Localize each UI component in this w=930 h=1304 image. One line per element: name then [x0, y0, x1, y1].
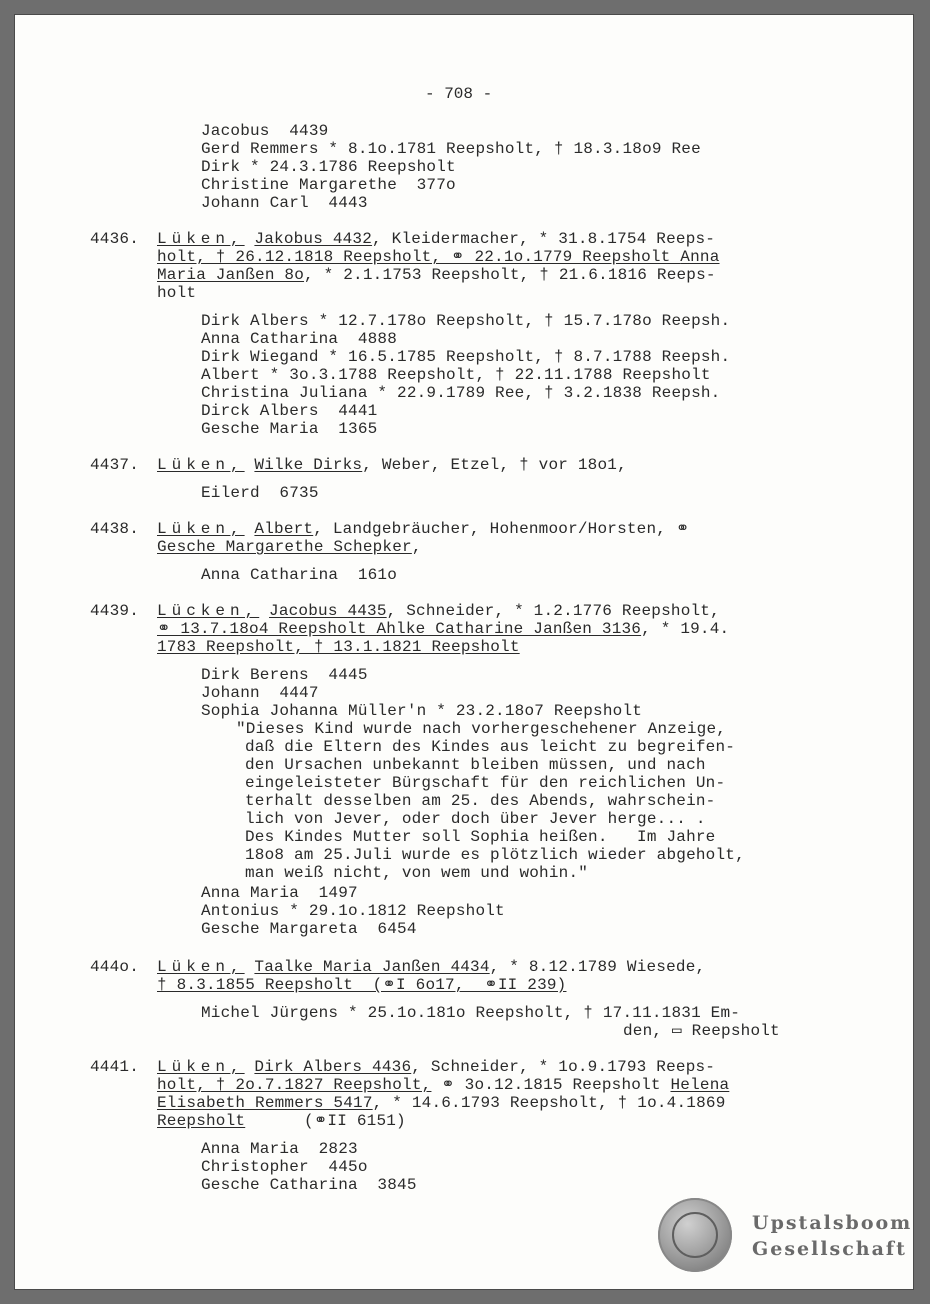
spouse-name: Gesche Margarethe Schepker: [157, 538, 412, 556]
child-entry: Jacobus 4439: [201, 122, 329, 140]
child-entry: Dirk Berens 4445: [201, 666, 368, 684]
spouse-name: Maria Janßen 8o: [157, 266, 305, 284]
surname: Lüken,: [157, 520, 245, 538]
entry-header-line: Lüken, Taalke Maria Janßen 4434, * 8.12.1789 Wiesede,: [157, 958, 706, 976]
child-entry: Johann 4447: [201, 684, 319, 702]
child-entry: Christopher 445o: [201, 1158, 368, 1176]
child-entry: Anna Maria 1497: [201, 884, 358, 902]
child-entry: Anna Maria 2823: [201, 1140, 358, 1158]
entry-line: Maria Janßen 8o, * 2.1.1753 Reepsholt, † 21.6.1816 Reeps-: [157, 266, 716, 284]
child-entry: Antonius * 29.1o.1812 Reepsholt: [201, 902, 505, 920]
logo-line-2: Gesellschaft: [752, 1238, 907, 1260]
quote-line: man weiß nicht, von wem und wohin.": [245, 864, 589, 882]
child-entry: Dirk * 24.3.1786 Reepsholt: [201, 158, 456, 176]
surname: Lüken,: [157, 958, 245, 976]
entry-line: † 8.3.1855 Reepsholt (⚭I 6o17, ⚭II 239): [157, 976, 567, 994]
logo-line-1: Upstalsboom: [752, 1212, 913, 1234]
child-entry: Anna Catharina 161o: [201, 566, 398, 584]
given-name: Jakobus 4432: [254, 230, 373, 248]
entry-number: 444o.: [90, 958, 140, 976]
spouse-name: Anna: [680, 248, 720, 266]
society-logo: [658, 1196, 913, 1276]
given-name: Wilke Dirks: [254, 456, 363, 474]
surname: Lüken,: [157, 456, 245, 474]
entry-line: Gesche Margarethe Schepker,: [157, 538, 422, 556]
spouse-name: Elisabeth Remmers 5417: [157, 1094, 373, 1112]
entry-line: Elisabeth Remmers 5417, * 14.6.1793 Reepsholt, † 1o.4.1869: [157, 1094, 726, 1112]
entry-number: 4441.: [90, 1058, 140, 1076]
child-entry: Christine Margarethe 377o: [201, 176, 456, 194]
entry-number: 4437.: [90, 456, 140, 474]
entry-header-line: Lücken, Jacobus 4435, Schneider, * 1.2.1776 Reepsholt,: [157, 602, 720, 620]
child-entry: Christina Juliana * 22.9.1789 Ree, † 3.2.1838 Reepsh.: [201, 384, 721, 402]
spouse-name: Ahlke Catharine Janßen 3136: [376, 620, 642, 638]
surname: Lüken,: [157, 230, 245, 248]
entry-number: 4439.: [90, 602, 140, 620]
quote-line: lich von Jever, oder doch über Jever herge... .: [245, 810, 706, 828]
child-entry: Gerd Remmers * 8.1o.1781 Reepsholt, † 18.3.18o9 Ree: [201, 140, 701, 158]
child-entry: Gesche Maria 1365: [201, 420, 378, 438]
entry-header-line: Lüken, Albert, Landgebräucher, Hohenmoor/Horsten, ⚭: [157, 520, 690, 538]
given-name: Taalke Maria Janßen 4434: [254, 958, 490, 976]
child-entry: Dirk Albers * 12.7.178o Reepsholt, † 15.7.178o Reepsh.: [201, 312, 731, 330]
entry-number: 4436.: [90, 230, 140, 248]
quote-line: daß die Eltern des Kindes aus leicht zu begreifen-: [245, 738, 736, 756]
child-entry: Eilerd 6735: [201, 484, 319, 502]
quote-line: "Dieses Kind wurde nach vorhergeschehener Anzeige,: [236, 720, 727, 738]
child-entry: Johann Carl 4443: [201, 194, 368, 212]
quote-line: terhalt desselben am 25. des Abends, wahrschein-: [245, 792, 716, 810]
given-name: Albert: [254, 520, 314, 538]
entry-line: holt, † 2o.7.1827 Reepsholt, ⚭ 3o.12.1815 Reepsholt Helena: [157, 1076, 730, 1094]
surname: Lücken,: [157, 602, 260, 620]
entry-line: Reepsholt (⚭II 6151): [157, 1112, 406, 1130]
quote-line: eingeleisteter Bürgschaft für den reichlichen Un-: [245, 774, 726, 792]
child-entry: Gesche Catharina 3845: [201, 1176, 417, 1194]
child-entry: Albert * 3o.3.1788 Reepsholt, † 22.11.1788 Reepsholt: [201, 366, 711, 384]
given-name: Jacobus 4435: [269, 602, 387, 620]
entry-header-line: Lüken, Wilke Dirks, Weber, Etzel, † vor 18o1,: [157, 456, 627, 474]
entry-header-line: Lüken, Dirk Albers 4436, Schneider, * 1o.9.1793 Reeps-: [157, 1058, 716, 1076]
entry-header-line: Lüken, Jakobus 4432, Kleidermacher, * 31.8.1754 Reeps-: [157, 230, 716, 248]
child-entry: Dirck Albers 4441: [201, 402, 378, 420]
quote-line: Des Kindes Mutter soll Sophia heißen. Im Jahre: [245, 828, 716, 846]
entry-line: 1783 Reepsholt, † 13.1.1821 Reepsholt: [157, 638, 520, 656]
surname: Lüken,: [157, 1058, 245, 1076]
child-entry: Sophia Johanna Müller'n * 23.2.18o7 Reepsholt: [201, 702, 643, 720]
child-entry: Michel Jürgens * 25.1o.181o Reepsholt, † 17.11.1831 Em-: [201, 1004, 741, 1022]
child-entry: Dirk Wiegand * 16.5.1785 Reepsholt, † 8.7.1788 Reepsh.: [201, 348, 731, 366]
spouse-name: Helena: [670, 1076, 730, 1094]
seal-icon: [658, 1198, 732, 1272]
given-name: Dirk Albers 4436: [254, 1058, 412, 1076]
page-number: - 708 -: [425, 85, 493, 103]
entry-line: holt: [157, 284, 197, 302]
child-entry: den, ▭ Reepsholt: [623, 1022, 780, 1040]
entry-number: 4438.: [90, 520, 140, 538]
quote-line: den Ursachen unbekannt bleiben müssen, und nach: [245, 756, 706, 774]
child-entry: Anna Catharina 4888: [201, 330, 398, 348]
entry-line: ⚭ 13.7.18o4 Reepsholt Ahlke Catharine Janßen 3136, * 19.4.: [157, 620, 730, 638]
entry-line: holt, † 26.12.1818 Reepsholt, ⚭ 22.1o.1779 Reepsholt Anna: [157, 248, 720, 266]
quote-line: 18o8 am 25.Juli wurde es plötzlich wieder abgeholt,: [245, 846, 745, 864]
child-entry: Gesche Margareta 6454: [201, 920, 417, 938]
